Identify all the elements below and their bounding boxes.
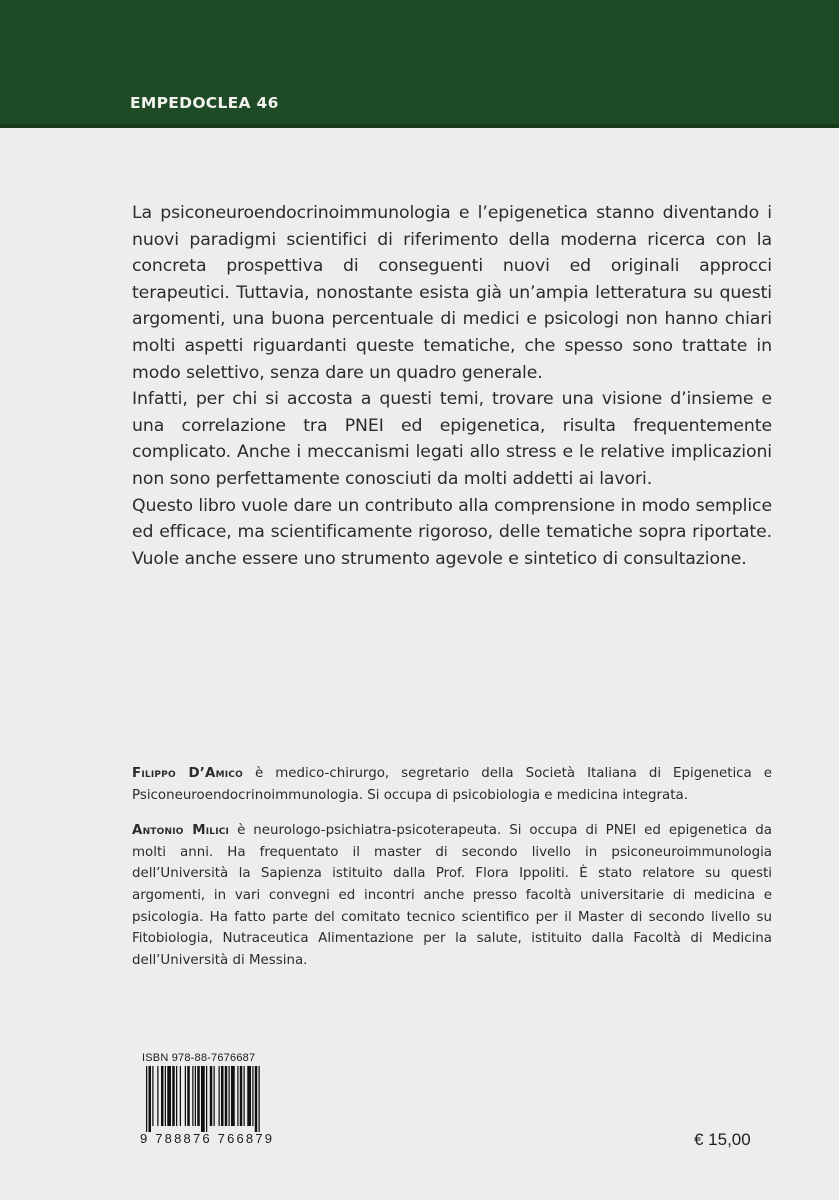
- author-name: Antonio Milici: [132, 823, 230, 839]
- blurb-paragraph: Questo libro vuole dare un contributo alla comprensione in modo semplice ed efficace, ma scientificamente rigoroso, delle tematiche sopra riportate. Vuole anche essere uno strumento agevole e sintetico di consultazione.: [132, 495, 772, 569]
- isbn-label: ISBN 978-88-7676687: [142, 1052, 256, 1064]
- series-label: EMPEDOCLEA 46: [130, 94, 279, 112]
- author-bio-text: è neurologo-psichiatra-psicoterapeuta. Si occupa di PNEI ed epigenetica da molti anni. Ha frequentato il master di secondo livello in psiconeuroimmunologia dell’Università la Sapienza istituito dalla Prof. Flora Ippoliti. È stato relatore su questi argomenti, in vari convegni ed incontri anche presso facoltà universitarie di medicina e psicologia. Ha fatto parte del comitato tecnico scientifico per il Master di secondo livello su Fitobiologia, Nutraceutica Alimentazione per la salute, istituito dalla Facoltà di Medicina dell’Università di Messina.: [132, 823, 772, 968]
- barcode-digits: 9 788876 766879: [140, 1131, 275, 1146]
- cover-top-band: [0, 0, 839, 128]
- blurb-paragraph: La psiconeuroendocrinoimmunologia e l’epigenetica stanno diventando i nuovi paradigmi scientifici di riferimento della moderna ricerca con la concreta prospettiva di conseguenti nuovi ed originali approcci terapeutici. Tuttavia, nonostante esista già un’ampia letteratura su questi argomenti, una buona percentuale di medici e psicologi non hanno chiari molti aspetti riguardanti queste tematiche, che spesso sono trattate in modo selettivo, senza dare un quadro generale.: [132, 203, 772, 383]
- isbn-barcode: [140, 1052, 300, 1150]
- blurb-paragraph: Infatti, per chi si accosta a questi temi, trovare una visione d’insieme e una correlazione tra PNEI ed epigenetica, risulta frequentemente complicato. Anche i meccanismi legati allo stress e le relative implicazioni non sono perfettamente conosciuti da molti addetti ai lavori.: [132, 389, 772, 489]
- barcode-bars: [140, 1066, 300, 1132]
- author-name: Filippo D’Amico: [132, 766, 243, 781]
- author-bio: [132, 820, 772, 971]
- price: € 15,00: [694, 1130, 751, 1149]
- back-cover-blurb: [132, 200, 772, 572]
- author-bios: [132, 763, 772, 971]
- author-bio: [132, 763, 772, 806]
- author-bio-text: è medico-chirurgo, segretario della Società Italiana di Epigenetica e Psiconeuroendocrinoimmunologia. Si occupa di psicobiologia e medicina integrata.: [132, 766, 772, 803]
